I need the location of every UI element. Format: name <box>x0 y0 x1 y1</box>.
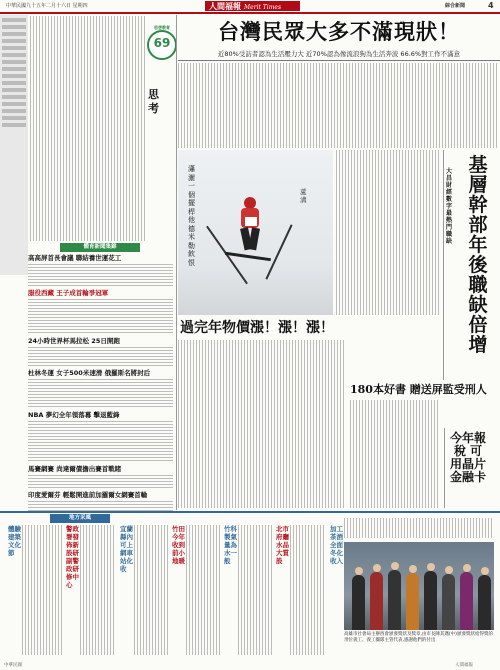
page-number: 4 <box>488 1 494 10</box>
column-title: 思考 <box>148 88 159 115</box>
local-item-3[interactable]: 宜蘭縣內可上網車站化收 <box>120 525 133 573</box>
sports-item-title-1[interactable]: 高高屏首長會議 聯結養世運花工 <box>28 254 122 262</box>
left-ad-strip <box>0 15 28 275</box>
tax-headline[interactable]: 今年報稅 可用晶片金融卡 <box>449 431 486 484</box>
page-header <box>0 0 500 12</box>
column-badge: 思想教育 69 <box>147 30 177 60</box>
books-headline[interactable]: 180本好書 贈送屏監受刑人 <box>350 383 487 396</box>
right-column-divider <box>443 150 444 380</box>
skier-photo <box>178 150 333 315</box>
sports-item-text-1 <box>28 264 173 288</box>
tax-divider <box>444 428 445 508</box>
sports-item-title-7[interactable]: 印度愛爾芬 輕鬆開進前加羅爾女網賽首輪 <box>28 491 148 499</box>
local-item-5[interactable]: 竹科製氣量為水一般 <box>224 525 237 565</box>
issue-date: 中華民國九十五年二月十六日 星期四 <box>6 3 88 9</box>
jobs-subhead: 大昌 財經 數字 最熱門職缺 <box>446 168 453 245</box>
masthead-logo[interactable]: 人間福報 Merit Times <box>205 1 300 11</box>
local-item-text-3 <box>134 525 168 655</box>
footer-left: 中華民國 <box>4 663 22 668</box>
local-item-4[interactable]: 竹田今年收到前小地暖 <box>172 525 185 565</box>
local-item-6[interactable]: 北市府廳水品大質設 <box>276 525 289 565</box>
local-item-text-1 <box>22 525 62 655</box>
left-column-divider <box>176 15 177 510</box>
jobs-headline[interactable]: 基層幹部 年後職缺倍增 <box>468 154 488 356</box>
sports-item-title-2[interactable]: 服役西藏 王子成首輪爭冠軍 <box>28 289 109 297</box>
left-column-text <box>30 16 145 241</box>
local-item-text-5 <box>238 525 272 655</box>
sports-item-text-6 <box>28 475 173 489</box>
main-headline[interactable]: 台灣民眾大多不滿現狀！ <box>218 19 460 44</box>
local-item-text-6 <box>290 525 326 655</box>
sports-item-title-6[interactable]: 馬賽網賽 尚達爾債擔出賽首戰睹 <box>28 465 122 473</box>
sports-item-text-2 <box>28 299 173 335</box>
local-item-text-2 <box>80 525 116 655</box>
skier-figure <box>223 195 273 265</box>
local-item-1[interactable]: 體驗建築文化節 <box>8 525 21 557</box>
price-story-title[interactable]: 過完年物價漲！漲！漲！ <box>180 320 334 336</box>
sports-item-title-5[interactable]: NBA 夢幻全年領落幕 擊退藍鋒 <box>28 411 120 419</box>
price-story-text <box>178 340 346 508</box>
sports-item-text-7 <box>28 501 173 511</box>
main-story-text <box>178 63 498 148</box>
page-footer <box>0 662 500 670</box>
books-story-text <box>350 400 440 508</box>
award-photo-caption: 高雄市社會局主辦酉會頒發獎狀及獎章,由市長陳其邁(中)頒發獎狀給得獎的卅位義工、義工團隊主管代表,感謝他們的付出 <box>344 632 493 643</box>
footer-right: 人間福報 <box>455 663 473 668</box>
headline-rule <box>178 60 500 61</box>
local-item-2[interactable]: 警政署發佈新設研副警政研修中心 <box>66 525 79 589</box>
local-section-label: 地方采風 <box>50 514 110 523</box>
header-rule <box>0 12 500 14</box>
sports-item-title-4[interactable]: 杜林冬運 女子500米速滑 俄羅斯名將封后 <box>28 369 151 377</box>
sports-item-title-3[interactable]: 24小時世界杯馬拉松 25日開跑 <box>28 337 120 345</box>
section-name: 綜合新聞 <box>445 3 466 9</box>
award-ceremony-photo <box>344 542 494 630</box>
sports-item-text-5 <box>28 421 173 463</box>
sports-item-text-3 <box>28 347 173 367</box>
bottom-band-rule <box>0 511 500 513</box>
middle-story-text <box>336 150 441 315</box>
photo-caption-vertical: 瀟灑一個擺桿 他德米勒飲恨 <box>188 165 195 267</box>
photo-credit: 蘆溝 <box>300 188 307 204</box>
main-subhead: 近80%受訪者認為生活壓力大 近70%認為像流浪狗為生活奔波 66.6%對工作不滿意 <box>217 50 461 58</box>
local-item-7[interactable]: 加工茶酒全面冬化收入 <box>330 525 343 565</box>
sports-item-text-4 <box>28 379 173 409</box>
sports-section-label: 體育新聞集錦 <box>60 243 140 252</box>
local-item-text-4 <box>186 525 220 655</box>
local-item-text-7 <box>344 518 494 538</box>
